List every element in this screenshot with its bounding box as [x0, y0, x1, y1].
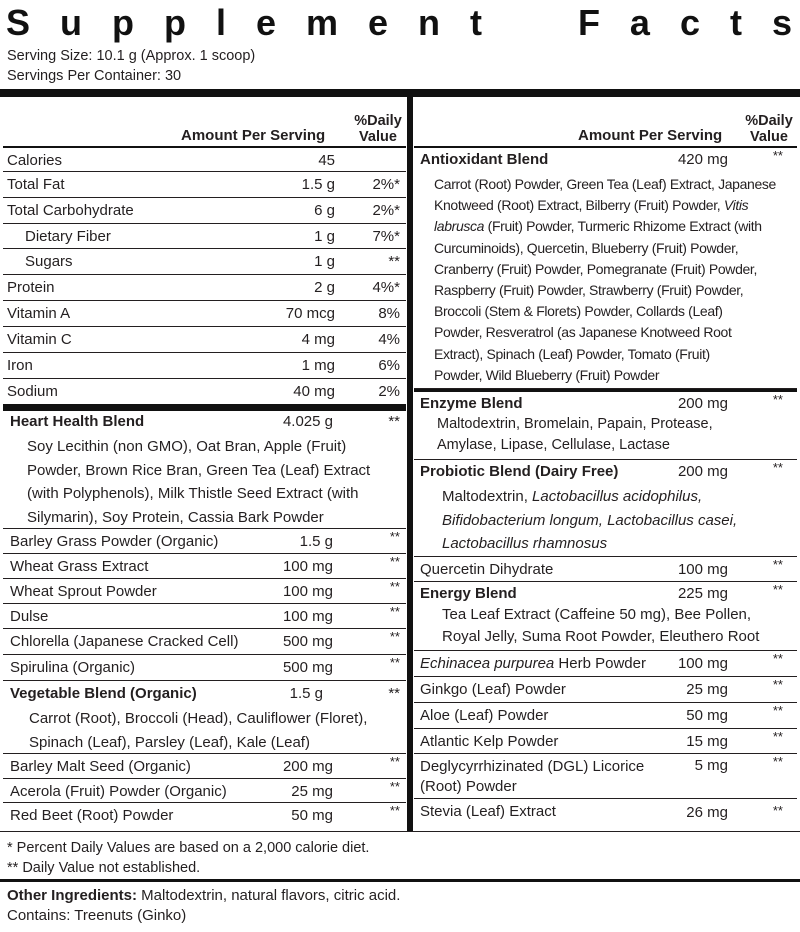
nutrient-name: Atlantic Kelp Powder [420, 733, 559, 750]
blend-ingredients [29, 707, 367, 754]
blend-amount: 200 mg [677, 463, 728, 480]
daily-value-header-line1: %Daily [745, 113, 793, 129]
nutrient-name-line2: (Root) Powder [420, 778, 517, 795]
nutrient-amount: 1 g [314, 228, 335, 245]
title-letter: u [60, 2, 82, 43]
nutrient-name: Iron [7, 357, 33, 374]
title-letter: m [305, 2, 338, 43]
ingredient-line [442, 532, 737, 556]
ingredient-row [3, 779, 406, 803]
title-letter: a [629, 2, 650, 43]
ingredient-line [442, 485, 737, 509]
nutrient-dv: ** [389, 604, 400, 619]
title-letter: e [255, 2, 276, 43]
footnotes [7, 838, 369, 878]
nutrient-amount: 15 mg [686, 733, 728, 750]
right-column [414, 97, 797, 832]
blend-ingredients [442, 485, 737, 556]
ingredient-line: Carrot (Root), Broccoli (Head), Cauliflower (Floret), [29, 710, 368, 727]
nutrient-dv: ** [772, 729, 783, 744]
licorice-row [414, 754, 797, 799]
nutrient-amount: 1.5 g [299, 533, 333, 550]
blend-amount: 420 mg [677, 151, 728, 168]
blend-dv: ** [388, 685, 400, 702]
ingredient-line: Powder, Brown Rice Bran, Green Tea (Leaf) Extract [27, 461, 371, 479]
title-letter: l [215, 2, 226, 43]
nutrient-row [3, 301, 406, 327]
nutrient-name-text: Herb Powder [554, 655, 646, 672]
nutrient-name-line1: Deglycyrrhizinated (DGL) Licorice [420, 758, 645, 775]
blend-ingredients [442, 604, 759, 648]
nutrient-row [3, 379, 406, 404]
bottom-rule [0, 831, 800, 832]
ingredient-line: Broccoli (Stem & Florets) Powder, Collards (Leaf) [434, 303, 723, 320]
nutrient-amount: 26 mg [686, 804, 728, 821]
ingredient-row [3, 629, 406, 655]
nutrient-name: Dulse [10, 608, 49, 625]
amount-per-serving-header: Amount Per Serving [181, 127, 326, 144]
blend-name: Probiotic Blend (Dairy Free) [420, 463, 619, 480]
blend-dv: ** [772, 148, 783, 163]
daily-value-header [350, 113, 406, 145]
nutrient-amount: 4 mg [301, 331, 335, 348]
nutrient-name: Calories [7, 152, 63, 169]
ingredient-row [3, 554, 406, 579]
nutrient-name: Sugars [25, 253, 73, 270]
ingredient-row [3, 579, 406, 604]
ingredient-line: Silymarin), Soy Protein, Cassia Bark Powder [27, 508, 324, 526]
nutrient-dv: ** [389, 529, 400, 544]
nutrient-name: Aloe (Leaf) Powder [420, 707, 549, 724]
nutrient-dv: ** [389, 803, 400, 818]
blend-amount: 225 mg [677, 585, 728, 602]
ingredient-italic: labrusca [434, 218, 485, 235]
nutrient-dv: ** [389, 579, 400, 594]
ingredient-line: Raspberry (Fruit) Powder, Strawberry (Fruit) Powder, [434, 282, 744, 299]
nutrient-name: Barley Malt Seed (Organic) [10, 758, 191, 775]
blend-name: Energy Blend [420, 585, 517, 602]
ingredient-italic: Lactobacillus rhamnosus [442, 535, 608, 552]
allergen-statement: Contains: Treenuts (Ginko) [7, 907, 187, 924]
nutrient-name: Wheat Sprout Powder [10, 583, 157, 600]
ingredient-line: Curcuminoids), Quercetin, Blueberry (Fruit) Powder, [434, 239, 739, 256]
left-column-header [3, 105, 406, 149]
panel-title [0, 0, 800, 46]
nutrient-row [3, 172, 406, 198]
ingredient-row [414, 703, 797, 729]
ingredient-line: Carrot (Root) Powder, Green Tea (Leaf) Extract, Japanese [434, 176, 776, 192]
blend-name: Vegetable Blend (Organic) [10, 685, 197, 702]
nutrient-dv: 7%* [372, 228, 400, 245]
nutrient-amount: 100 mg [282, 558, 333, 575]
left-column [3, 97, 406, 832]
nutrient-amount: 1 mg [301, 357, 335, 374]
nutrient-amount: 45 [318, 152, 335, 169]
ingredient-row [3, 655, 406, 681]
nutrient-amount: 50 mg [686, 707, 728, 724]
quercetin-row [414, 557, 797, 582]
title-letter: n [417, 2, 440, 43]
nutrient-amount: 25 mg [686, 681, 728, 698]
enzyme-blend [414, 392, 797, 460]
nutrient-name: Chlorella (Japanese Cracked Cell) [10, 633, 239, 650]
nutrient-name [420, 655, 646, 673]
ingredient-line: Powder, Resveratrol (as Japanese Knotweed Root [434, 324, 732, 341]
nutrient-amount: 2 g [314, 279, 335, 296]
nutrient-name: Sodium [7, 383, 58, 400]
nutrient-row [3, 275, 406, 301]
daily-value-header [741, 113, 797, 145]
ingredient-italic: Vitis [723, 197, 749, 214]
nutrient-dv: ** [388, 253, 400, 270]
title-letter: S [6, 2, 31, 43]
blend-amount: 1.5 g [289, 685, 323, 702]
nutrient-name: Barley Grass Powder (Organic) [10, 533, 219, 550]
nutrient-name-italic: Echinacea purpurea [420, 655, 555, 672]
other-ingredients [7, 886, 400, 926]
nutrient-dv: ** [772, 703, 783, 718]
nutrient-dv: ** [772, 677, 783, 692]
footnote-percent-dv: * Percent Daily Values are based on a 2,000 calorie diet. [7, 840, 370, 856]
ingredient-text: (Fruit) Powder, Turmeric Rhizome Extract (with [484, 218, 762, 235]
nutrient-dv: 2%* [372, 202, 400, 219]
title-letter: t [469, 2, 482, 43]
blend-amount: 4.025 g [282, 413, 333, 430]
nutrient-row [3, 148, 406, 172]
title-letter: c [679, 2, 700, 43]
nutrient-amount: 1.5 g [301, 176, 335, 193]
nutrient-dv: 2%* [372, 176, 400, 193]
nutrient-row [3, 327, 406, 353]
blend-dv: ** [772, 392, 783, 407]
probiotic-blend [414, 460, 797, 557]
blend-dv: ** [388, 413, 400, 430]
nutrient-amount: 6 g [314, 202, 335, 219]
nutrient-dv: ** [772, 754, 783, 769]
serving-size: Serving Size: 10.1 g (Approx. 1 scoop) [7, 48, 256, 64]
right-column-header [414, 105, 797, 149]
nutrient-amount: 200 mg [282, 758, 333, 775]
nutrient-dv: ** [389, 655, 400, 670]
nutrient-row [3, 224, 406, 249]
echinacea-row [414, 651, 797, 677]
nutrient-amount: 70 mcg [285, 305, 335, 322]
heart-health-blend [3, 411, 406, 529]
nutrient-name: Stevia (Leaf) Extract [420, 803, 556, 820]
title-letter: s [771, 2, 792, 43]
nutrient-dv: 2% [378, 383, 400, 400]
ingredient-italic: Lactobacillus acidophilus, [532, 488, 703, 505]
ingredient-line: Powder, Wild Blueberry (Fruit) Powder [434, 366, 660, 383]
blend-name: Enzyme Blend [420, 395, 523, 412]
nutrient-dv: 8% [378, 305, 400, 322]
nutrient-amount: 500 mg [282, 633, 333, 650]
ingredient-line: Tea Leaf Extract (Caffeine 50 mg), Bee Pollen, [442, 606, 752, 623]
nutrient-amount: 5 mg [694, 757, 728, 774]
nutrient-row [3, 353, 406, 379]
ingredient-row [3, 529, 406, 554]
ingredient-line: (with Polyphenols), Milk Thistle Seed Extract (with [27, 485, 359, 502]
ingredient-line: Soy Lecithin (non GMO), Oat Bran, Apple (Fruit) [27, 438, 347, 455]
other-ingredients-text: Maltodextrin, natural flavors, citric acid. [137, 887, 401, 904]
nutrient-row [3, 198, 406, 224]
nutrient-name: Protein [7, 279, 55, 296]
ingredient-line: Spinach (Leaf), Parsley (Leaf), Kale (Leaf) [29, 733, 310, 751]
blend-dv: ** [772, 460, 783, 475]
nutrient-name: Acerola (Fruit) Powder (Organic) [10, 783, 227, 800]
ingredient-line [434, 216, 776, 237]
antioxidant-blend [414, 148, 797, 389]
nutrient-dv: 4%* [372, 279, 400, 296]
title-letter: p [111, 2, 134, 43]
nutrient-amount: 1 g [314, 253, 335, 270]
ingredient-line [442, 509, 737, 533]
nutrient-dv: ** [772, 651, 783, 666]
ingredient-row [3, 754, 406, 779]
ingredient-row [3, 604, 406, 629]
nutrient-name: Wheat Grass Extract [10, 558, 149, 575]
daily-value-header-line2: Value [359, 129, 397, 145]
nutrient-row [3, 249, 406, 275]
nutrient-amount: 500 mg [282, 659, 333, 676]
vegetable-blend [3, 681, 406, 754]
nutrient-dv: 4% [378, 331, 400, 348]
other-ingredients-label: Other Ingredients: [7, 887, 138, 904]
stevia-row [414, 799, 797, 826]
top-thick-bar [0, 89, 800, 97]
nutrient-name: Quercetin Dihydrate [420, 561, 554, 578]
nutrient-dv: ** [389, 629, 400, 644]
nutrient-name: Total Fat [7, 176, 65, 193]
nutrient-dv: 6% [378, 357, 400, 374]
title-letter: F [577, 2, 600, 43]
ingredient-line: Royal Jelly, Suma Root Powder, Eleuthero Root [442, 628, 760, 645]
nutrient-name: Ginkgo (Leaf) Powder [420, 681, 566, 698]
nutrient-name: Red Beet (Root) Powder [10, 807, 174, 824]
nutrient-dv: ** [772, 803, 783, 818]
nutrient-amount: 100 mg [282, 583, 333, 600]
ingredient-row [414, 729, 797, 754]
ingredient-text: Knotweed (Root) Extract, Bilberry (Fruit) Powder, [434, 197, 721, 214]
ingredient-row [414, 677, 797, 703]
nutrient-dv: ** [772, 557, 783, 572]
title-letter: e [367, 2, 388, 43]
ingredient-line: Cranberry (Fruit) Powder, Pomegranate (Fruit) Powder, [434, 260, 758, 277]
bottom-thick-bar [0, 879, 800, 882]
energy-blend [414, 582, 797, 651]
blend-ingredients [434, 174, 776, 386]
nutrient-amount: 100 mg [677, 655, 728, 672]
nutrient-name [420, 757, 644, 797]
amount-per-serving-header: Amount Per Serving [578, 127, 723, 144]
ingredient-line [434, 195, 776, 216]
nutrient-name: Total Carbohydrate [7, 202, 134, 219]
nutrient-dv: ** [389, 779, 400, 794]
title-letter: p [163, 2, 186, 43]
nutrient-name: Dietary Fiber [25, 228, 111, 245]
daily-value-header-line2: Value [750, 129, 788, 145]
daily-value-header-line1: %Daily [354, 113, 402, 129]
nutrient-amount: 100 mg [282, 608, 333, 625]
ingredient-line: Amylase, Lipase, Cellulase, Lactase [437, 437, 670, 453]
blend-ingredients [437, 414, 713, 456]
nutrient-amount: 100 mg [677, 561, 728, 578]
nutrient-name: Vitamin C [7, 331, 72, 348]
nutrient-dv: ** [389, 554, 400, 569]
ingredient-line: Maltodextrin, Bromelain, Papain, Protease, [437, 416, 713, 432]
footnote-dv-not-established: ** Daily Value not established. [7, 860, 201, 876]
thick-rule [3, 404, 406, 411]
blend-dv: ** [772, 582, 783, 597]
servings-per-container: Servings Per Container: 30 [7, 68, 182, 84]
nutrient-amount: 40 mg [293, 383, 335, 400]
nutrient-name: Spirulina (Organic) [10, 659, 136, 676]
ingredient-line: Extract), Spinach (Leaf) Powder, Tomato (Fruit) [434, 345, 710, 362]
nutrient-amount: 25 mg [291, 783, 333, 800]
title-letter: t [729, 2, 742, 43]
nutrient-amount: 50 mg [291, 807, 333, 824]
blend-name: Antioxidant Blend [420, 151, 549, 168]
ingredient-text: Maltodextrin, [442, 488, 533, 505]
nutrient-name: Vitamin A [7, 305, 71, 322]
ingredient-italic: Bifidobacterium longum, Lactobacillus casei, [442, 511, 738, 529]
blend-ingredients [27, 435, 370, 529]
nutrient-dv: ** [389, 754, 400, 769]
blend-amount: 200 mg [677, 395, 728, 412]
ingredient-row [3, 803, 406, 827]
blend-name: Heart Health Blend [10, 413, 145, 430]
